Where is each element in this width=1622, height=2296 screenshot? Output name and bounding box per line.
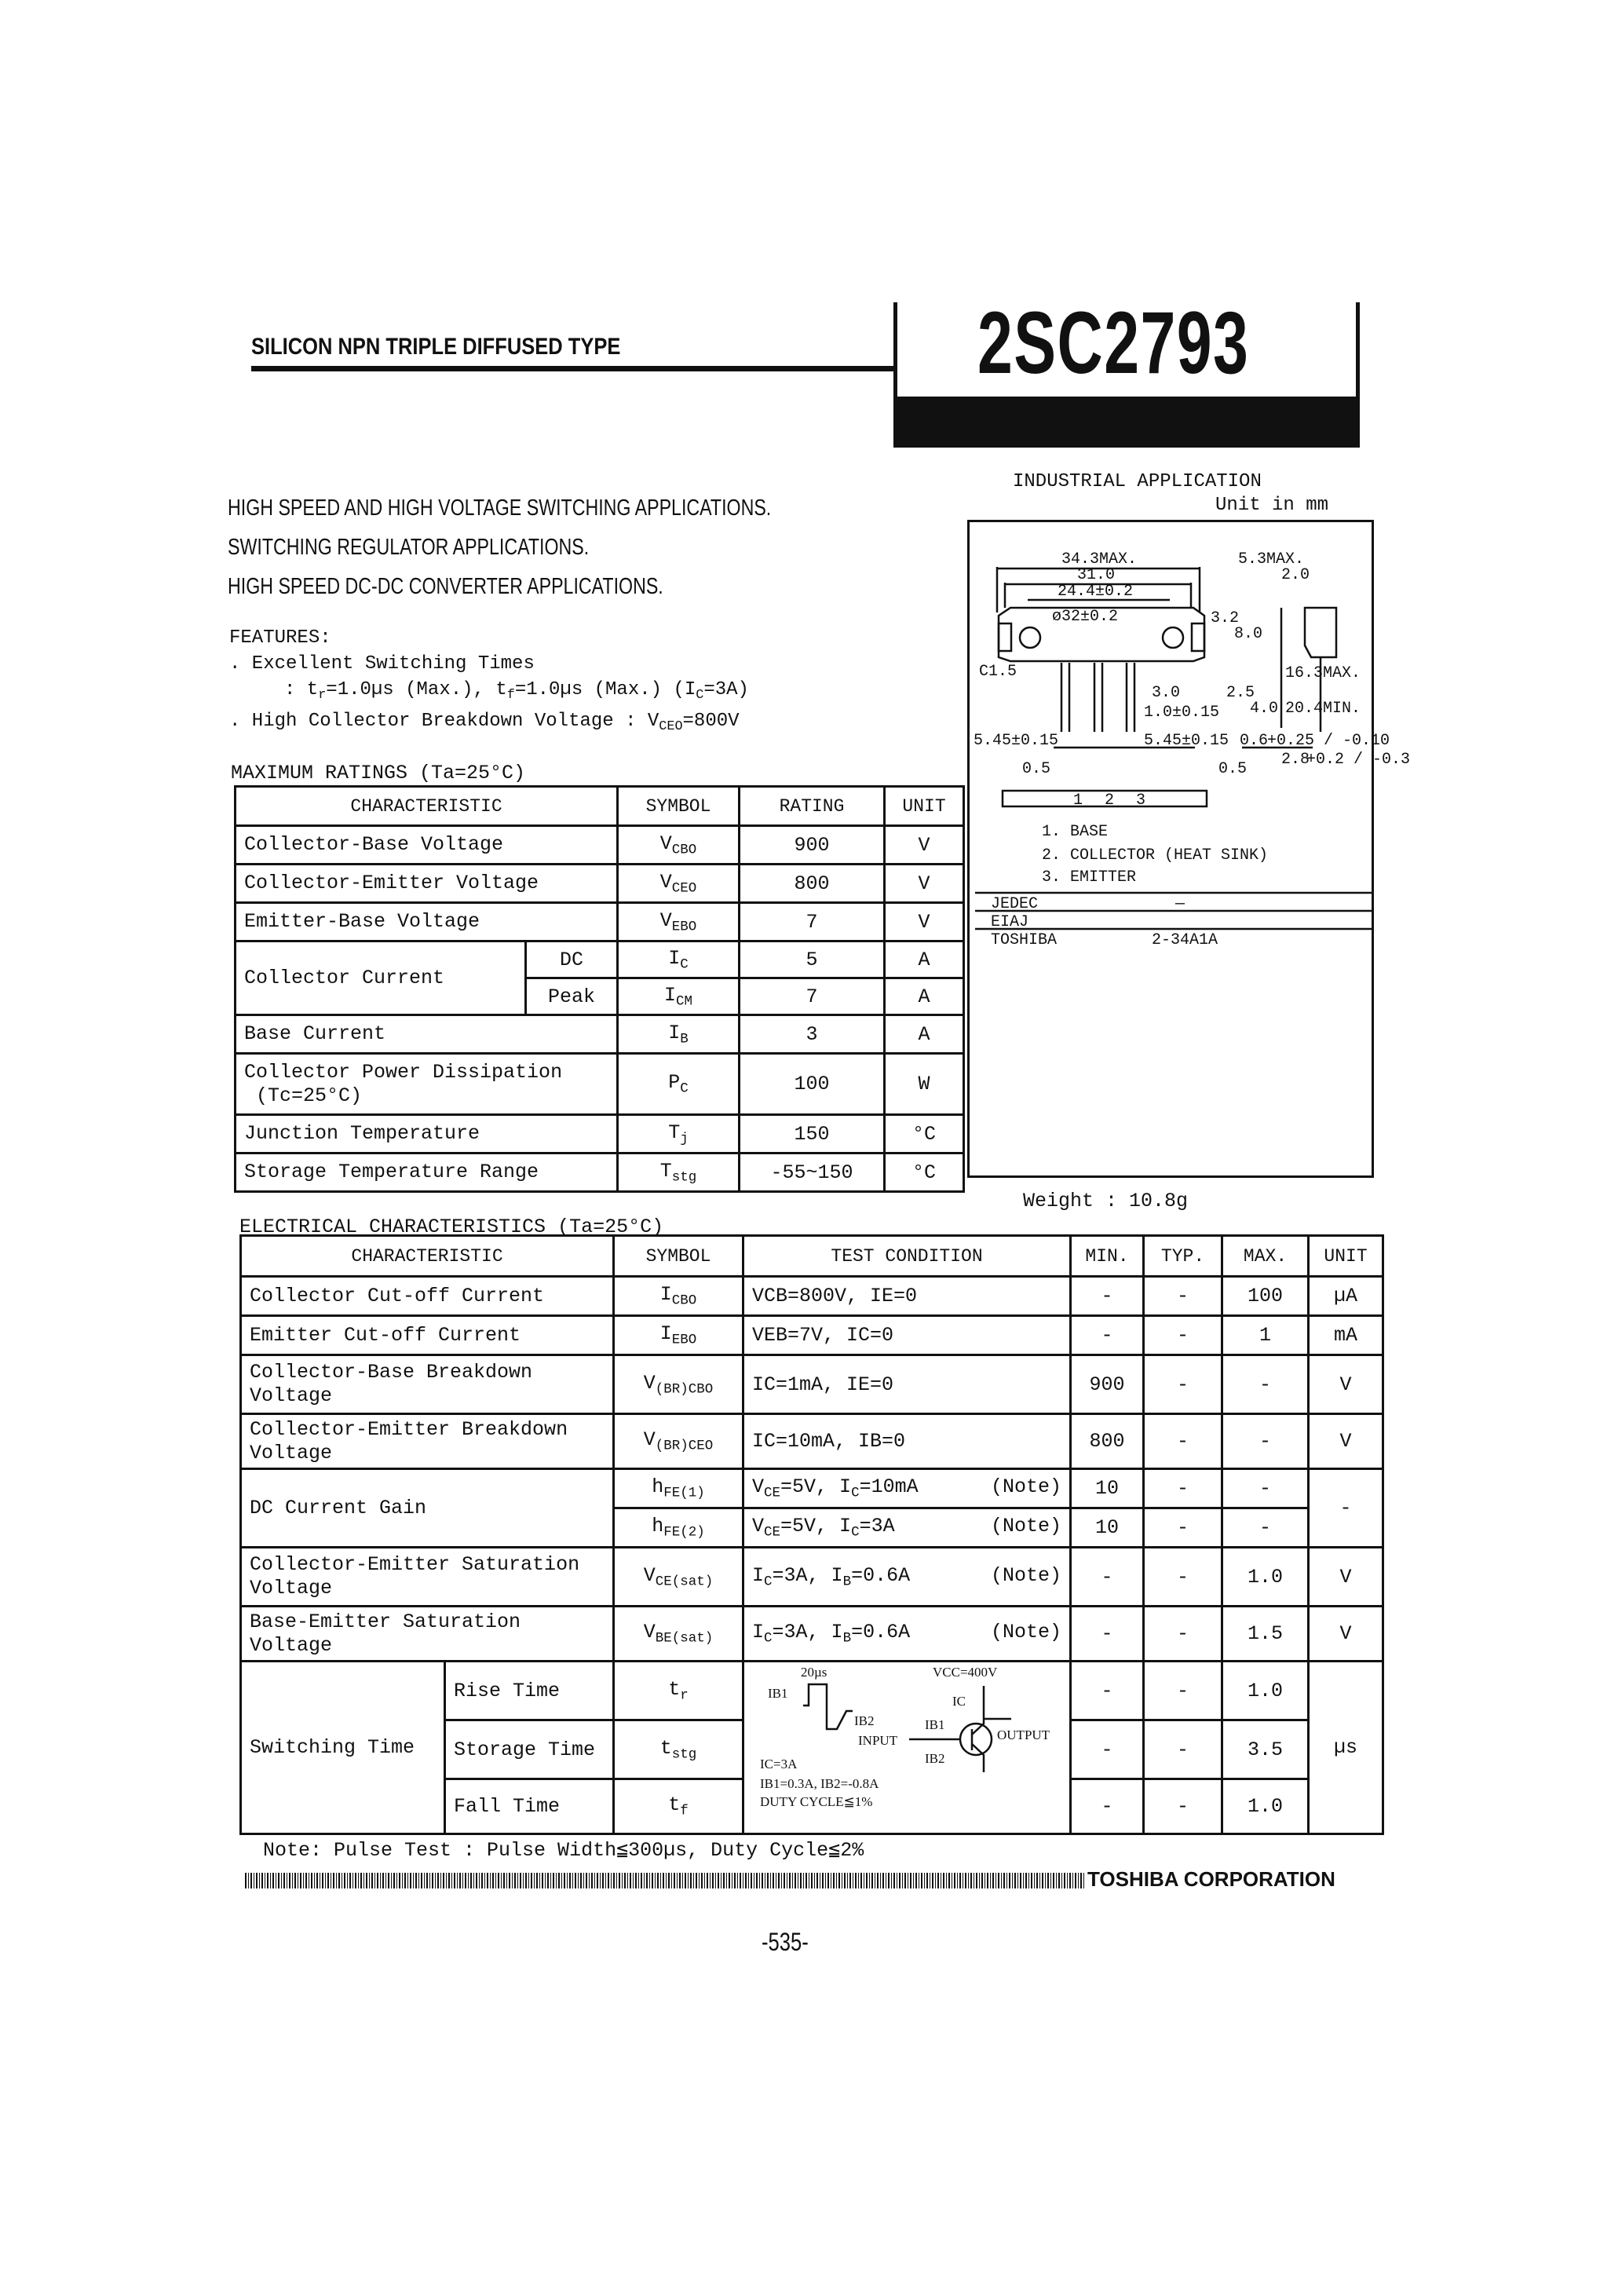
min: - — [1071, 1662, 1144, 1720]
sub-characteristic: DC — [526, 941, 618, 978]
col-header: MIN. — [1071, 1236, 1144, 1277]
table-row — [236, 903, 964, 941]
symbol: $I_{CBO}$ — [659, 1283, 697, 1309]
symbol: $T_j$ — [668, 1121, 689, 1147]
symbol: $V_{EBO}$ — [659, 909, 697, 935]
feature-detail: : $t_r=1.0\mu s$ (Max.), $t_f=1.0\mu s$ (Max.) $(I_C=3A)$ — [284, 679, 749, 704]
svg-text:20µs: 20µs — [801, 1665, 827, 1680]
unit: A — [885, 978, 964, 1015]
svg-text:C1.5: C1.5 — [979, 663, 1017, 681]
svg-text:3: 3 — [1136, 792, 1146, 810]
svg-text:16.3MAX.: 16.3MAX. — [1285, 664, 1361, 682]
typ: - — [1144, 1414, 1222, 1469]
typ: - — [1144, 1316, 1222, 1355]
characteristic: Collector-Base Breakdown Voltage — [241, 1355, 614, 1414]
symbol: $I_{CM}$ — [664, 983, 693, 1010]
unit: °C — [885, 1115, 964, 1153]
svg-text:DUTY CYCLE≦1%: DUTY CYCLE≦1% — [760, 1794, 873, 1809]
col-header: TYP. — [1144, 1236, 1222, 1277]
unit: W — [885, 1054, 964, 1115]
svg-text:2: 2 — [1105, 792, 1115, 810]
typ: - — [1144, 1277, 1222, 1316]
svg-text:1. BASE: 1. BASE — [1042, 823, 1109, 841]
col-header: MAX. — [1222, 1236, 1309, 1277]
feature-item: . High Collector Breakdown Voltage : $V_{CEO}=800V$ — [229, 711, 740, 735]
svg-text:IB2: IB2 — [854, 1713, 875, 1728]
sub-characteristic: Peak — [526, 978, 618, 1015]
typ: - — [1144, 1355, 1222, 1414]
svg-text:0.6: 0.6 — [1240, 732, 1269, 750]
header-rule — [251, 366, 897, 371]
svg-text:31.0: 31.0 — [1077, 566, 1116, 584]
symbol: $V_{CBO}$ — [659, 832, 697, 858]
test-condition-text: IC=1mA, IE=0 — [752, 1373, 894, 1396]
max: 1 — [1222, 1316, 1309, 1355]
rating: 3 — [740, 1015, 885, 1054]
symbol: $h_{FE(1)}$ — [652, 1475, 705, 1501]
table-row — [236, 1015, 964, 1054]
svg-text:IB1: IB1 — [925, 1717, 945, 1732]
rating: 800 — [740, 865, 885, 903]
col-header: UNIT — [1309, 1236, 1383, 1277]
svg-text:IB2: IB2 — [925, 1751, 945, 1766]
test-condition-text: VCB=800V, IE=0 — [752, 1285, 918, 1307]
pulse-test-note: Note: Pulse Test : Pulse Width≦300µs, Duty Cycle≦2% — [263, 1839, 864, 1862]
characteristic: DC Current Gain — [241, 1469, 614, 1548]
col-header: CHARACTERISTIC — [236, 787, 618, 826]
characteristic: Collector Cut-off Current — [241, 1277, 614, 1316]
svg-text:2.5: 2.5 — [1226, 684, 1255, 702]
test-condition — [743, 1414, 1071, 1469]
col-header: CHARACTERISTIC — [241, 1236, 614, 1277]
characteristic: Storage Temperature Range — [236, 1153, 618, 1192]
test-condition: $V_{CE}=5V$, $I_C=3A$ (Note) — [743, 1508, 1071, 1548]
min: - — [1071, 1277, 1144, 1316]
svg-text:2.0: 2.0 — [1281, 566, 1310, 584]
characteristic: Collector-Emitter Breakdown Voltage — [241, 1414, 614, 1469]
rating: 5 — [740, 941, 885, 978]
rating: 150 — [740, 1115, 885, 1153]
type-label: SILICON NPN TRIPLE DIFFUSED TYPE — [251, 334, 621, 360]
unit: V — [1309, 1355, 1383, 1414]
unit: - — [1309, 1469, 1383, 1548]
table-row — [236, 1115, 964, 1153]
application-line: SWITCHING REGULATOR APPLICATIONS. — [228, 535, 590, 560]
typ: - — [1144, 1469, 1222, 1508]
table-row — [236, 941, 964, 978]
symbol: $t_f$ — [668, 1793, 689, 1819]
svg-text:+0.2 / -0.3: +0.2 / -0.3 — [1306, 751, 1411, 769]
sub-characteristic: Storage Time — [445, 1720, 614, 1779]
svg-text:VCC=400V: VCC=400V — [933, 1665, 998, 1680]
max: 1.5 — [1222, 1607, 1309, 1662]
symbol: $V_{CEO}$ — [659, 870, 697, 897]
unit: V — [1309, 1548, 1383, 1607]
col-header: RATING — [740, 787, 885, 826]
max: - — [1222, 1508, 1309, 1548]
svg-text:TOSHIBA: TOSHIBA — [991, 931, 1058, 949]
rating: -55~150 — [740, 1153, 885, 1192]
unit: mA — [1309, 1316, 1383, 1355]
table-row — [236, 1153, 964, 1192]
symbol: $V_{(BR)CBO}$ — [643, 1371, 714, 1398]
svg-text:5.3MAX.: 5.3MAX. — [1238, 550, 1305, 569]
min: - — [1071, 1548, 1144, 1607]
symbol: $t_r$ — [668, 1677, 689, 1704]
svg-text:5.45±0.15: 5.45±0.15 — [974, 732, 1059, 750]
table-row — [236, 865, 964, 903]
table-row — [241, 1316, 1383, 1355]
characteristic: Collector-Emitter Voltage — [236, 865, 618, 903]
page-number: -535- — [762, 1928, 809, 1956]
package-title: INDUSTRIAL APPLICATION — [1013, 471, 1262, 492]
characteristic: Collector-Emitter Saturation Voltage — [241, 1548, 614, 1607]
svg-text:—: — — [1175, 895, 1185, 913]
characteristic: Collector Current — [236, 941, 526, 1015]
svg-text:5.45±0.15: 5.45±0.15 — [1144, 732, 1229, 750]
table-row — [241, 1469, 1383, 1508]
characteristic: Switching Time — [241, 1662, 445, 1834]
rating: 7 — [740, 978, 885, 1015]
sub-characteristic: Fall Time — [445, 1779, 614, 1834]
symbol: $V_{(BR)CEO}$ — [643, 1428, 714, 1454]
min: 800 — [1071, 1414, 1144, 1469]
unit: A — [885, 1015, 964, 1054]
col-header: TEST CONDITION — [743, 1236, 1071, 1277]
typ: - — [1144, 1607, 1222, 1662]
max: 1.0 — [1222, 1548, 1309, 1607]
unit: µs — [1309, 1662, 1383, 1834]
features-title: FEATURES: — [229, 627, 331, 649]
features — [229, 625, 749, 740]
svg-text:OUTPUT: OUTPUT — [997, 1727, 1050, 1742]
max-ratings-table — [234, 785, 965, 1193]
test-condition: $I_C=3A$, $I_B=0.6A$ (Note) — [743, 1548, 1071, 1607]
characteristic: Emitter Cut-off Current — [241, 1316, 614, 1355]
package-weight: Weight : 10.8g — [1023, 1190, 1189, 1212]
max: 1.0 — [1222, 1662, 1309, 1720]
unit: °C — [885, 1153, 964, 1192]
typ: - — [1144, 1508, 1222, 1548]
elec-table — [239, 1234, 1384, 1835]
table-row — [241, 1355, 1383, 1414]
characteristic: Collector-Base Voltage — [236, 826, 618, 865]
svg-text:24.4±0.2: 24.4±0.2 — [1058, 583, 1134, 601]
svg-text:0.5: 0.5 — [1022, 760, 1051, 778]
min: - — [1071, 1720, 1144, 1779]
table-row — [236, 826, 964, 865]
max: 3.5 — [1222, 1720, 1309, 1779]
min: 900 — [1071, 1355, 1144, 1414]
package-unit: Unit in mm — [1215, 495, 1329, 516]
svg-text:1.0±0.15: 1.0±0.15 — [1144, 704, 1220, 722]
symbol: $h_{FE(2)}$ — [652, 1515, 705, 1541]
typ: - — [1144, 1548, 1222, 1607]
unit: V — [885, 826, 964, 865]
svg-text:ø32±0.2: ø32±0.2 — [1052, 608, 1119, 626]
application-line: HIGH SPEED AND HIGH VOLTAGE SWITCHING APPLICATIONS. — [228, 495, 772, 521]
symbol: $V_{CE(sat)}$ — [643, 1563, 714, 1590]
unit: µA — [1309, 1277, 1383, 1316]
part-number: 2SC2793 — [977, 294, 1250, 392]
max: - — [1222, 1355, 1309, 1414]
svg-text:IC=3A: IC=3A — [760, 1757, 798, 1771]
svg-text:2-34A1A: 2-34A1A — [1152, 931, 1218, 949]
svg-text:0.5: 0.5 — [1218, 760, 1248, 778]
unit: V — [885, 903, 964, 941]
symbol: $V_{BE(sat)}$ — [643, 1621, 714, 1647]
symbol: $I_B$ — [668, 1021, 689, 1047]
rating: 7 — [740, 903, 885, 941]
max: - — [1222, 1469, 1309, 1508]
svg-text:8.0: 8.0 — [1234, 625, 1263, 643]
min: - — [1071, 1779, 1144, 1834]
symbol: $T_{stg}$ — [659, 1159, 697, 1186]
table-row — [241, 1662, 1383, 1720]
col-header: SYMBOL — [618, 787, 740, 826]
svg-text:2. COLLECTOR (HEAT SINK): 2. COLLECTOR (HEAT SINK) — [1042, 846, 1269, 865]
typ: - — [1144, 1720, 1222, 1779]
svg-text:2.8: 2.8 — [1281, 751, 1310, 769]
feature-item: . Excellent Switching Times — [229, 653, 535, 675]
test-condition — [743, 1277, 1071, 1316]
symbol: $I_C$ — [668, 946, 689, 973]
symbol: $P_C$ — [668, 1071, 689, 1097]
max: - — [1222, 1414, 1309, 1469]
svg-text:3. EMITTER: 3. EMITTER — [1042, 868, 1137, 887]
unit: V — [1309, 1414, 1383, 1469]
unit: V — [1309, 1607, 1383, 1662]
svg-text:JEDEC: JEDEC — [991, 895, 1039, 913]
test-condition-text: VEB=7V, IC=0 — [752, 1324, 894, 1347]
min: 10 — [1071, 1508, 1144, 1548]
unit: A — [885, 941, 964, 978]
title-black-band — [893, 397, 1360, 448]
svg-text:INPUT: INPUT — [858, 1733, 898, 1748]
svg-text:1: 1 — [1073, 792, 1083, 810]
company-name: TOSHIBA CORPORATION — [1087, 1867, 1335, 1891]
characteristic: Base Current — [236, 1015, 618, 1054]
test-condition — [743, 1316, 1071, 1355]
svg-text:3.2: 3.2 — [1211, 609, 1240, 627]
svg-text:4.0: 4.0 — [1250, 700, 1279, 718]
characteristic: Collector Power Dissipation (Tc=25°C) — [236, 1054, 618, 1115]
svg-text:IB1=0.3A, IB2=-0.8A: IB1=0.3A, IB2=-0.8A — [760, 1776, 879, 1791]
max: 100 — [1222, 1277, 1309, 1316]
rating: 900 — [740, 826, 885, 865]
table-row — [241, 1548, 1383, 1607]
col-header: SYMBOL — [614, 1236, 743, 1277]
col-header: UNIT — [885, 787, 964, 826]
test-condition — [743, 1355, 1071, 1414]
package-drawing — [967, 520, 1411, 1179]
svg-text:34.3MAX.: 34.3MAX. — [1061, 550, 1138, 569]
svg-text:3.0: 3.0 — [1152, 684, 1181, 702]
test-condition: $V_{CE}=5V$, $I_C=10mA$ (Note) — [743, 1469, 1071, 1508]
svg-text:EIAJ: EIAJ — [991, 913, 1029, 931]
min: 10 — [1071, 1469, 1144, 1508]
switching-test-circuit — [743, 1662, 1071, 1834]
test-condition: $I_C=3A$, $I_B=0.6A$ (Note) — [743, 1607, 1071, 1662]
sub-characteristic: Rise Time — [445, 1662, 614, 1720]
table-row — [241, 1607, 1383, 1662]
table-row — [236, 1054, 964, 1115]
symbol: $I_{EBO}$ — [659, 1322, 697, 1348]
svg-text:IB1: IB1 — [768, 1686, 788, 1701]
table-row — [241, 1277, 1383, 1316]
test-condition-text: IC=10mA, IB=0 — [752, 1430, 906, 1453]
svg-text:20.4MIN.: 20.4MIN. — [1285, 700, 1361, 718]
typ: - — [1144, 1662, 1222, 1720]
elec-title: ELECTRICAL CHARACTERISTICS (Ta=25°C) — [239, 1216, 664, 1238]
table-row — [241, 1414, 1383, 1469]
svg-text:+0.25 / -0.10: +0.25 / -0.10 — [1267, 732, 1390, 750]
applications — [228, 488, 771, 606]
max: 1.0 — [1222, 1779, 1309, 1834]
unit: V — [885, 865, 964, 903]
min: - — [1071, 1316, 1144, 1355]
svg-text:IC: IC — [952, 1694, 966, 1709]
characteristic: Junction Temperature — [236, 1115, 618, 1153]
barcode-rule — [245, 1873, 1085, 1888]
characteristic: Base-Emitter Saturation Voltage — [241, 1607, 614, 1662]
symbol: $t_{stg}$ — [659, 1736, 697, 1763]
typ: - — [1144, 1779, 1222, 1834]
min: - — [1071, 1607, 1144, 1662]
rating: 100 — [740, 1054, 885, 1115]
application-line: HIGH SPEED DC-DC CONVERTER APPLICATIONS. — [228, 574, 663, 599]
characteristic: Emitter-Base Voltage — [236, 903, 618, 941]
max-ratings-title: MAXIMUM RATINGS (Ta=25°C) — [231, 762, 526, 784]
